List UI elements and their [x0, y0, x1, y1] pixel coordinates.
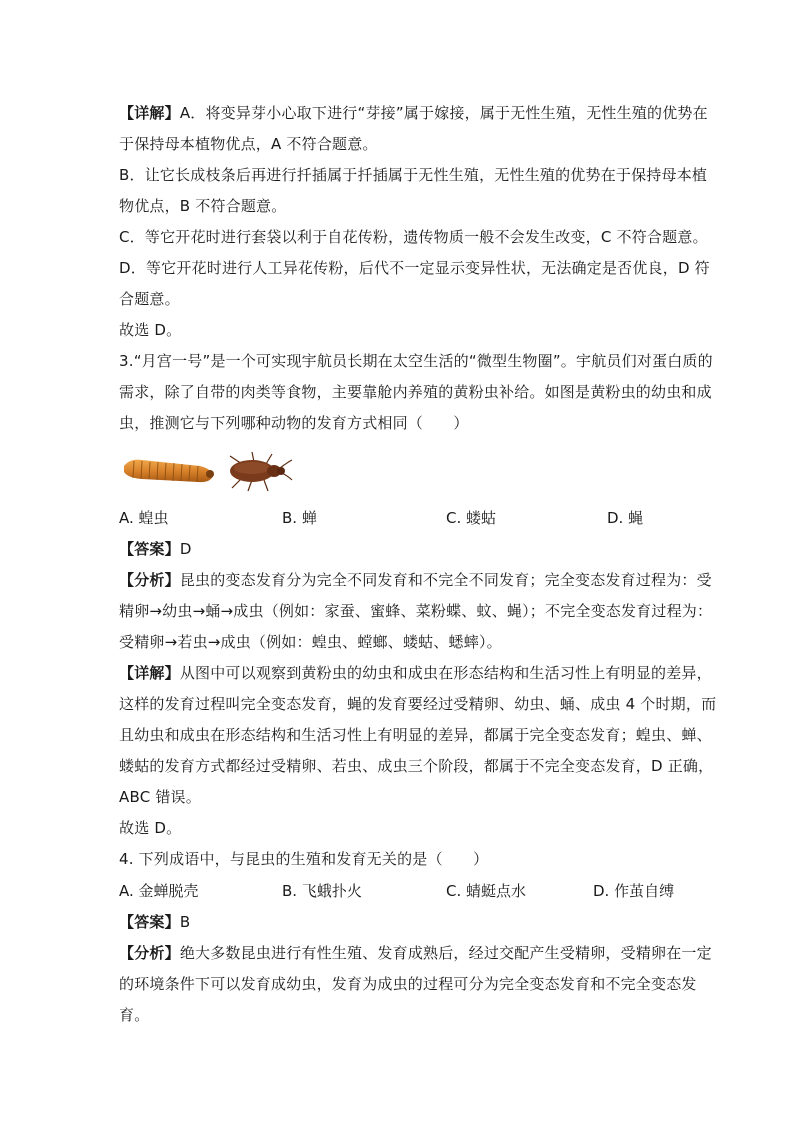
- q4-answer: 【答案】B: [119, 913, 191, 931]
- q4-analysis-line-1: 【分析】绝大多数昆虫进行有性生殖、发育成熟后，经过交配产生受精卵，受精卵在一定: [119, 944, 712, 962]
- q3-detail-line-2: 这样的发育过程叫完全变态发育，蝇的发育要经过受精卵、幼虫、蛹、成虫 4 个时期，而: [119, 695, 717, 713]
- q2-detail-line-4: 物优点，B 不符合题意。: [119, 197, 287, 215]
- q3-analysis-line-1: 【分析】昆虫的变态发育分为完全不同发育和不完全不同发育；完全变态发育过程为：受: [119, 571, 712, 589]
- detail-tag: 【详解】: [119, 104, 180, 122]
- q2-detail-line-2: 于保持母本植物优点，A 不符合题意。: [119, 135, 378, 153]
- q4-option-d: D. 作茧自缚: [593, 882, 675, 900]
- q3-option-c: C. 蝼蛄: [446, 509, 497, 527]
- q2-conclusion: 故选 D。: [119, 321, 182, 339]
- q3-detail-line-4: 蝼蛄的发育方式都经过受精卵、若虫、成虫三个阶段，都属于不完全变态发育，D 正确，: [119, 757, 714, 775]
- q3-analysis-line-2: 精卵→幼虫→蛹→成虫（例如：家蚕、蜜蜂、菜粉蝶、蚊、蝇）；不完全变态发育过程为：: [119, 602, 713, 620]
- q3-stem-line-1: 3.“月宫一号”是一个可实现宇航员长期在太空生活的“微型生物圈”。宇航员们对蛋白质的: [119, 352, 713, 370]
- q3-analysis-line-3: 受精卵→若虫→成虫（例如：蝗虫、螳螂、蝼蛄、蟋蟀）。: [119, 633, 502, 651]
- q3-option-d: D. 蝇: [607, 509, 644, 527]
- q4-option-a: A. 金蝉脱壳: [119, 882, 199, 900]
- q4-option-c: C. 蜻蜓点水: [446, 882, 527, 900]
- mealworm-larva-image: [120, 452, 216, 492]
- q2-detail-line-6: D．等它开花时进行人工异花传粉，后代不一定显示变异性状，无法确定是否优良，D 符: [119, 259, 710, 277]
- q4-stem: 4. 下列成语中，与昆虫的生殖和发育无关的是（ ）: [119, 850, 489, 868]
- q2-detail-line-1: 【详解】A．将变异芽小心取下进行“芽接”属于嫁接，属于无性生殖，无性生殖的优势在: [119, 104, 708, 122]
- q2-detail-line-7: 合题意。: [119, 290, 180, 308]
- q3-detail-line-5: ABC 错误。: [119, 788, 201, 806]
- q3-stem-line-3: 虫，推测它与下列哪种动物的发育方式相同（ ）: [119, 414, 469, 432]
- mealworm-beetle-image: [222, 450, 294, 496]
- q3-option-b: B. 蝉: [282, 509, 317, 527]
- q2-detail-line-5: C．等它开花时进行套袋以利于自花传粉，遗传物质一般不会发生改变，C 不符合题意。: [119, 228, 708, 246]
- q3-answer: 【答案】D: [119, 540, 192, 558]
- q3-option-a: A. 蝗虫: [119, 509, 169, 527]
- q3-detail-line-1: 【详解】从图中可以观察到黄粉虫的幼虫和成虫在形态结构和生活习性上有明显的差异，: [119, 664, 712, 682]
- q3-detail-line-3: 且幼虫和成虫在形态结构和生活习性上有明显的差异，都属于完全变态发育；蝗虫、蝉、: [119, 726, 712, 744]
- q3-stem-line-2: 需求，除了自带的肉类等食物，主要靠舱内养殖的黄粉虫补给。如图是黄粉虫的幼虫和成: [119, 383, 712, 401]
- q4-analysis-line-2: 的环境条件下可以发育成幼虫，发育为成虫的过程可分为完全变态发育和不完全变态发: [119, 975, 697, 993]
- q4-option-b: B. 飞蛾扑火: [282, 882, 362, 900]
- q2-detail-line-3: B．让它长成枝条后再进行扦插属于扦插属于无性生殖，无性生殖的优势在于保持母本植: [119, 166, 708, 184]
- q4-analysis-line-3: 育。: [119, 1006, 150, 1024]
- q3-conclusion: 故选 D。: [119, 819, 182, 837]
